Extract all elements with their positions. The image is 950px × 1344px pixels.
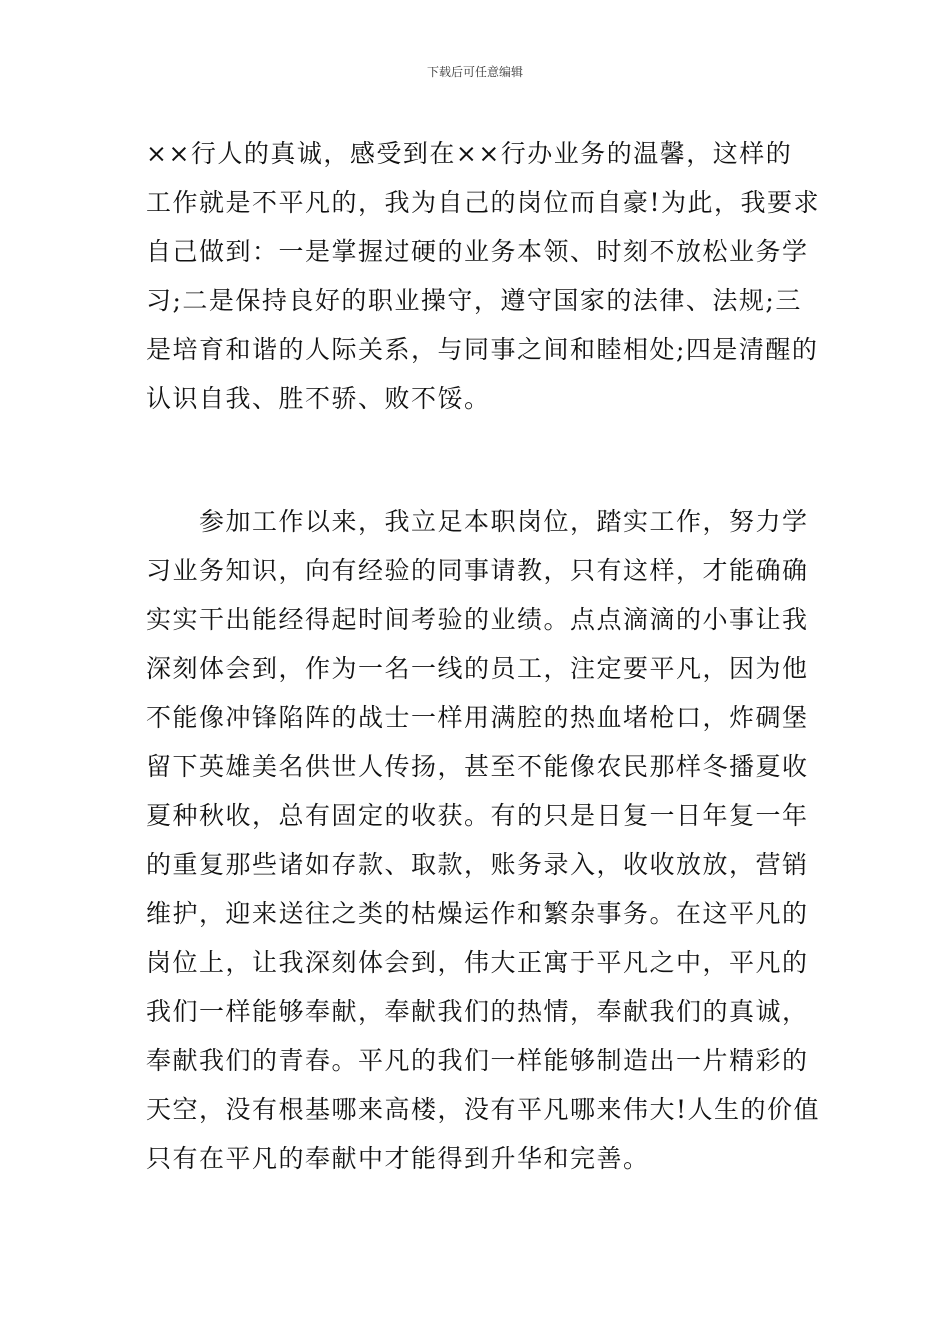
text-line: 习业务知识，向有经验的同事请教，只有这样，才能确确	[146, 556, 809, 585]
text-line: 的重复那些诸如存款、取款，账务录入，收收放放，营销	[146, 850, 809, 879]
text-line: 夏种秋收，总有固定的收获。有的只是日复一日年复一年	[146, 801, 809, 830]
paragraph-1	[146, 129, 821, 423]
text-line: 深刻体会到，作为一名一线的员工，注定要平凡，因为他	[146, 654, 809, 683]
document-body	[146, 129, 821, 1183]
text-line: 岗位上，让我深刻体会到，伟大正寓于平凡之中，平凡的	[146, 948, 809, 977]
text-line: 工作就是不平凡的，我为自己的岗位而自豪!为此，我要求	[146, 188, 821, 217]
text-line: 不能像冲锋陷阵的战士一样用满腔的热血堵枪口，炸碉堡	[146, 703, 809, 732]
text-line: 实实干出能经得起时间考验的业绩。点点滴滴的小事让我	[146, 605, 809, 634]
text-line: 维护，迎来送往之类的枯燥运作和繁杂事务。在这平凡的	[146, 899, 809, 928]
text-line: 我们一样能够奉献，奉献我们的热情，奉献我们的真诚，	[146, 997, 809, 1026]
text-line: 是培育和谐的人际关系，与同事之间和睦相处;四是清醒的	[146, 335, 819, 364]
text-line: 习;二是保持良好的职业操守，遵守国家的法律、法规;三	[146, 286, 802, 315]
paragraph-2	[146, 497, 821, 1183]
text-line: 认识自我、胜不骄、败不馁。	[146, 384, 491, 413]
text-line: ××行人的真诚，感受到在××行办业务的温馨，这样的	[146, 139, 793, 168]
text-line: 只有在平凡的奉献中才能得到升华和完善。	[146, 1144, 650, 1173]
text-line: 参加工作以来，我立足本职岗位，踏实工作，努力学	[146, 507, 809, 536]
text-line: 天空，没有根基哪来高楼，没有平凡哪来伟大!人生的价值	[146, 1095, 821, 1124]
text-line: 留下英雄美名供世人传扬，甚至不能像农民那样冬播夏收	[146, 752, 809, 781]
text-line: 自己做到：一是掌握过硬的业务本领、时刻不放松业务学	[146, 237, 809, 266]
paragraph-spacer	[146, 423, 808, 497]
page-header-note: 下载后可任意编辑	[426, 65, 523, 79]
text-line: 奉献我们的青春。平凡的我们一样能够制造出一片精彩的	[146, 1046, 809, 1075]
